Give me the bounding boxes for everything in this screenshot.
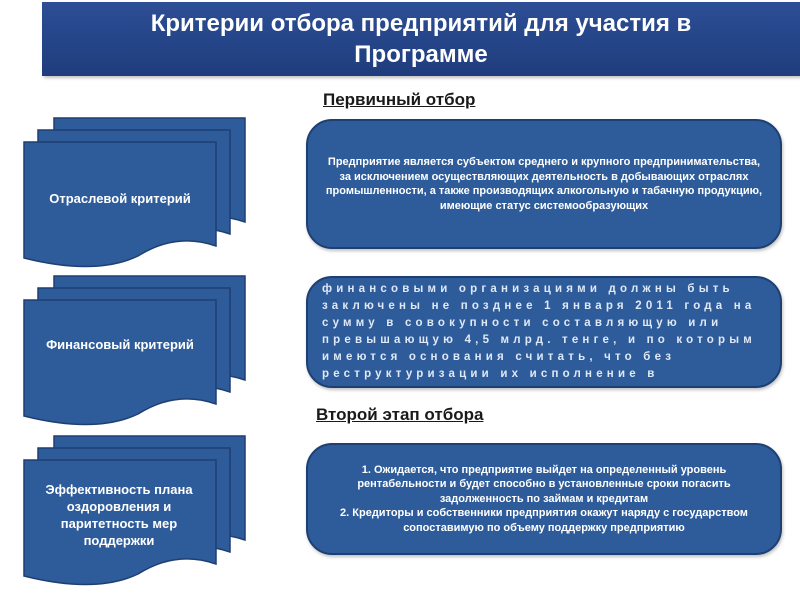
efficiency-point-1: 1. Ожидается, что предприятие выйдет на определенный уровень рентабельности и будет способно в установленные сроки погасить задолженность по займам и кредитам	[357, 463, 731, 505]
efficiency-criterion-label: Эффективность плана оздоровления и паритетность мер поддержки	[45, 482, 193, 548]
financial-criterion-description: финансовыми организациями должны быть заключены не позднее 1 января 2011 года на сумму в совокупности составляющую или превышающую 4,5 млрд. тенге, и по которым имеются основания считать, что без реструктуризации их исполнение в	[322, 283, 756, 380]
primary-selection-heading: Первичный отбор	[323, 90, 476, 109]
industry-criterion-label: Отраслевой критерий	[49, 190, 191, 206]
efficiency-point-2: 2. Кредиторы и собственники предприятия окажут наряду с государством сопоставимую по объему поддержку предприятию	[340, 507, 748, 534]
financial-criterion-label: Финансовый критерий	[46, 336, 194, 352]
efficiency-criterion-description	[308, 463, 780, 536]
second-stage-heading: Второй этап отбора	[316, 405, 484, 424]
slide-title: Критерии отбора предприятий для участия в Программе	[150, 10, 692, 68]
efficiency-criterion-description-box	[306, 443, 782, 555]
industry-criterion-description-box	[306, 119, 782, 249]
industry-criterion-description: Предприятие является субъектом среднего и крупного предпринимательства, за исключением осуществляющих деятельность в добывающих отраслях промышленности, а также производящих алкогольную и табачную продукцию, имеющие статус системообразующих	[325, 156, 763, 212]
financial-criterion-description-box	[306, 276, 782, 388]
slide-title-bar	[42, 2, 800, 76]
